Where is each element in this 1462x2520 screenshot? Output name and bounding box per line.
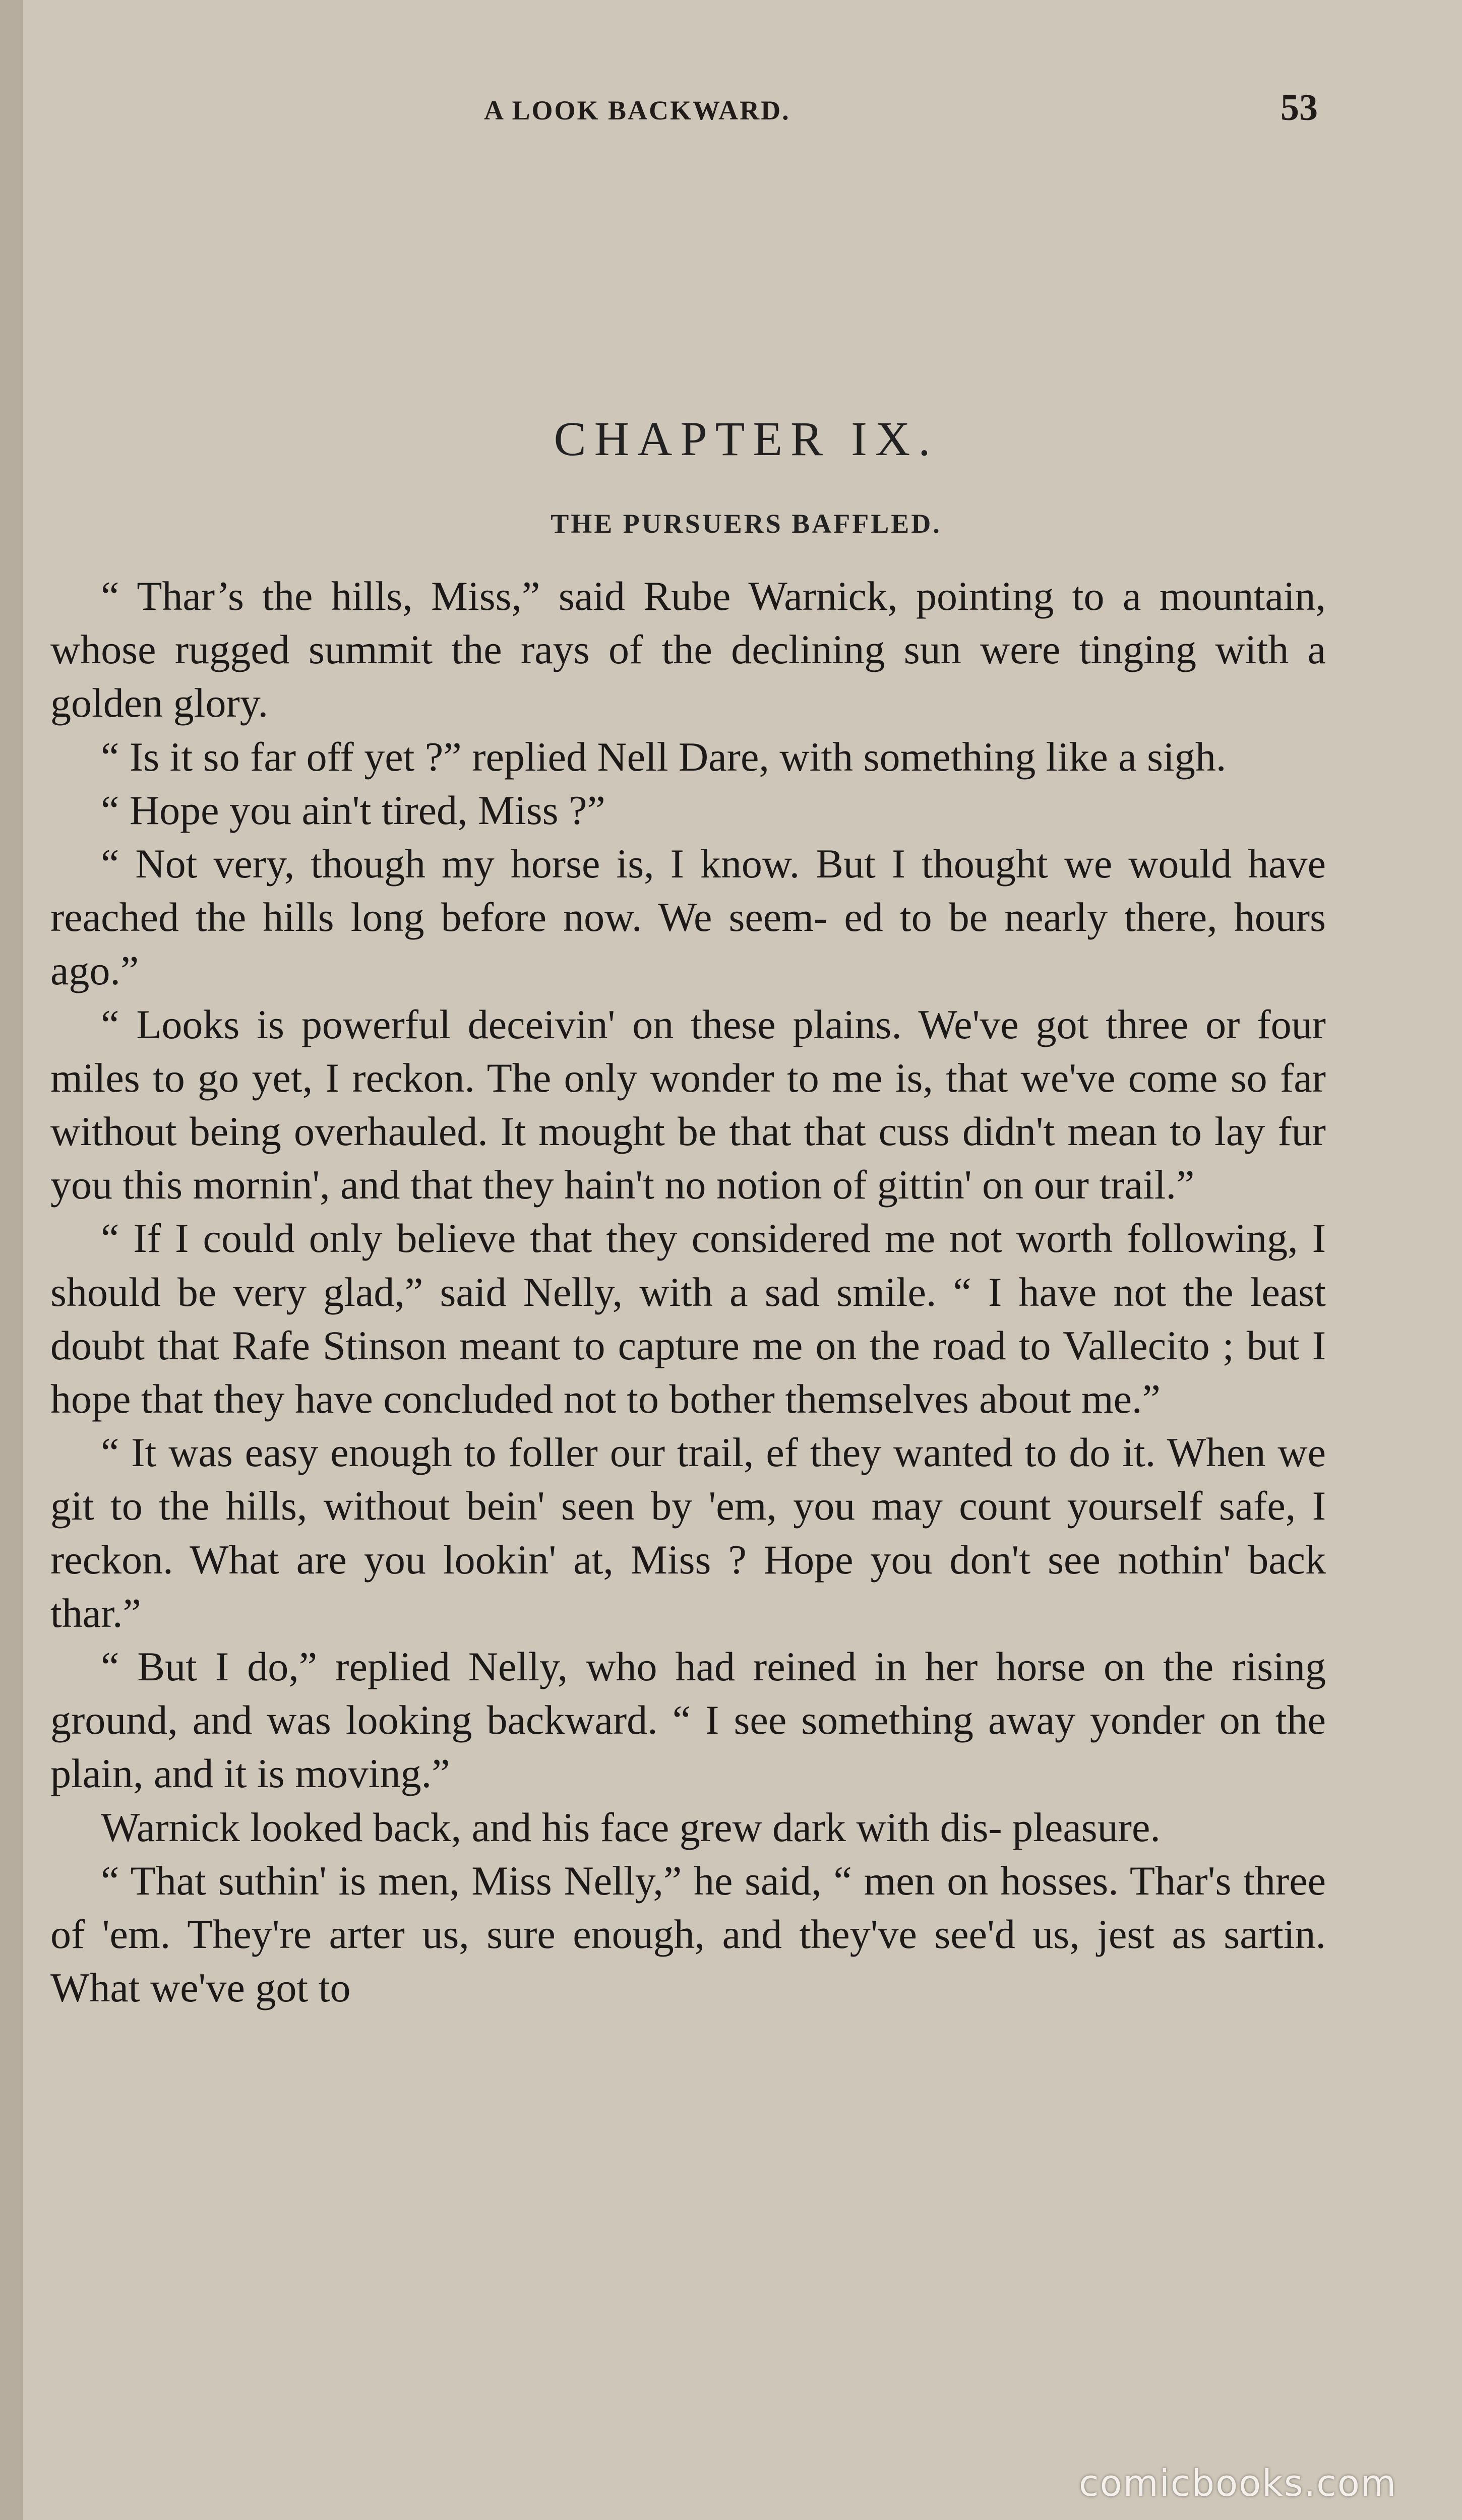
- paragraph: “ Looks is powerful deceivin' on these plains. We've got three or four miles to go yet, I reckon. The only wonder to me is, that we've come so far without being overhauled. It mought be that that cuss didn't mean to lay fur you this mornin', and that they hain't no notion of gittin' on our trail.”: [50, 1001, 1326, 1208]
- paragraph: “ That suthin' is men, Miss Nelly,” he said, “ men on hosses. Thar's three of 'em. They're arter us, sure enough, and they've see'd us, jest as sartin. What we've got to: [50, 1857, 1326, 2011]
- paragraph: Warnick looked back, and his face grew dark with dis- pleasure.: [101, 1804, 1161, 1850]
- chapter-subtitle: THE PURSUERS BAFFLED.: [551, 509, 942, 539]
- body-text: [50, 570, 1326, 2014]
- paragraph: “ It was easy enough to foller our trail, ef they wanted to do it. When we git to the hills, without bein' seen by 'em, you may count yourself safe, I reckon. What are you lookin' at, Miss ? Hope you don't see nothin' back thar.”: [50, 1429, 1326, 1636]
- paragraph: “ Thar’s the hills, Miss,” said Rube Warnick, pointing to a mountain, whose rugged summit the rays of the declining sun were tinging with a golden glory.: [50, 573, 1326, 726]
- paragraph: “ If I could only believe that they considered me not worth following, I should be very glad,” said Nelly, with a sad smile. “ I have not the least doubt that Rafe Stinson meant to capture me on the road to Vallecito ; but I hope that they have concluded not to bother themselves about me.”: [50, 1215, 1326, 1422]
- paragraph: “ Hope you ain't tired, Miss ?”: [101, 787, 605, 833]
- paragraph: “ Is it so far off yet ?” replied Nell Dare, with something like a sigh.: [101, 733, 1227, 780]
- page-binding-edge: [0, 0, 23, 2520]
- page-number: 53: [1281, 87, 1318, 129]
- watermark: comicbooks.com: [1079, 2462, 1397, 2504]
- paragraph: “ But I do,” replied Nelly, who had reined in her horse on the rising ground, and was looking backward. “ I see something away yonder on the plain, and it is moving.”: [50, 1644, 1326, 1797]
- running-head: A LOOK BACKWARD.: [484, 95, 790, 125]
- chapter-title: CHAPTER IX.: [554, 412, 939, 466]
- paragraph: “ Not very, though my horse is, I know. But I thought we would have reached the hills long before now. We seem- ed to be nearly there, hours ago.”: [50, 841, 1326, 994]
